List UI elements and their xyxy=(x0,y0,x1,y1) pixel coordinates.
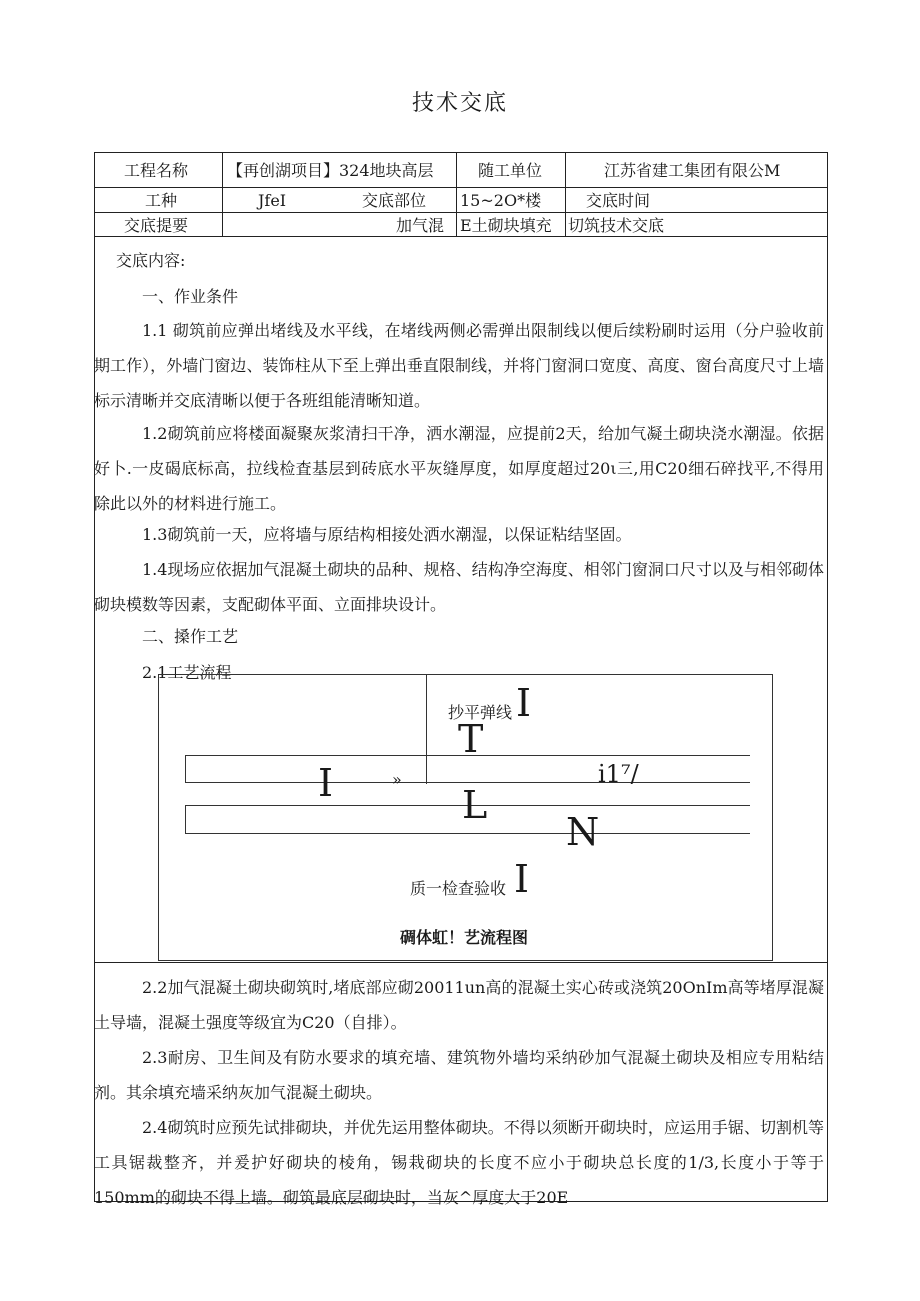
project-name-label: 工程名称 xyxy=(124,161,189,180)
flowchart-divider-top xyxy=(426,674,427,784)
project-name-value: 【再创湖项目】324地块高层 xyxy=(227,161,434,180)
construction-unit-value: 江苏省建工集团有限公M xyxy=(604,161,781,180)
table-col-rule-3 xyxy=(565,152,566,236)
flow-glyph-row2-left: I xyxy=(318,761,334,805)
briefing-summary-label: 交底提要 xyxy=(124,216,189,235)
table-rule-3 xyxy=(94,236,828,237)
flowchart-caption: 碉体虹！艺流程图 xyxy=(400,928,529,947)
paragraph-1-3 xyxy=(94,517,828,552)
content-intro: 交底内容: xyxy=(116,251,186,270)
paragraph-1-2-text: 1.2砌筑前应将楼面凝聚灰浆清扫干净，洒水潮湿，应提前2天，给加气凝土砌块浇水潮湿。依据好卜.一皮碣底标高，拉线检査基层到砖底水平灰缝厚度，如厚度超过20ι三,用C20细石碎找平,不得用除此以外的材料进行施工。 xyxy=(94,424,824,513)
flow-glyph-t: T xyxy=(458,717,484,761)
briefing-location-label: 交底部位 xyxy=(362,191,427,210)
trade-value: JfeI xyxy=(258,191,287,210)
briefing-time-label: 交底时间 xyxy=(586,191,651,210)
flow-glyph-l: L xyxy=(462,783,488,827)
flowchart-side-rule-2 xyxy=(185,805,186,833)
table-col-rule-1 xyxy=(222,152,223,236)
table-rule-4 xyxy=(94,962,828,963)
flowchart-row-rule-4 xyxy=(185,833,750,834)
paragraph-1-1-text: 1.1 砌筑前应弹出堵线及水平线，在堵线两侧必需弹出限制线以便后续粉刷时运用（分户验收前期工作），外墙门窗边、装饰柱从下至上弹出垂直限制线，并将门窗洞口宽度、高度、窗台高度尺寸上墙标示清晰并交底清晰以便于各班组能清晰知道。 xyxy=(94,321,824,410)
paragraph-2-3-text: 2.3耐房、卫生间及有防水要求的填充墙、建筑物外墙均采纳砂加气混凝土砌块及相应专用粘结剂。其余填充墙采纳灰加气混凝土砌块。 xyxy=(94,1048,824,1102)
trade-label: 工种 xyxy=(145,191,178,210)
paragraph-2-4 xyxy=(94,1110,828,1215)
flow-step-inspection: 质一检查验收 xyxy=(410,879,507,898)
briefing-summary-part3: 切筑技术交底 xyxy=(568,216,665,235)
paragraph-1-4-text: 1.4现场应依据加气混凝土砌块的品种、规格、结构净空海度、相邻门窗洞口尺寸以及与相邻砌体砌块模数等因素，支配砌体平面、立面排块设计。 xyxy=(94,560,824,614)
section1-title: 一、作业条件 xyxy=(142,287,239,306)
paragraph-2-4-text: 2.4砌筑时应预先试排砌块，并优先运用整体砌块。不得以须断开砌块时，应运用手锯、切割机等工具锯裁整齐，并爰护好砌块的棱角，锡栽砌块的长度不应小于砌块总长度的1/3,长度小于等于150mm的砌块不得上墙。砌筑最底层砌块时，当灰^厚度大于20E xyxy=(94,1118,824,1207)
briefing-summary-part1: 加气混 xyxy=(396,216,445,235)
paragraph-1-4 xyxy=(94,552,828,622)
table-rule-1 xyxy=(94,187,828,188)
flow-step-leveling: 抄平弹线 xyxy=(448,703,513,722)
flow-glyph-top: I xyxy=(516,681,532,725)
flow-glyph-n: N xyxy=(566,810,600,854)
paragraph-1-2 xyxy=(94,416,828,521)
flow-row2-right: i1⁷/ xyxy=(598,760,639,788)
subsection-2-1-title: 2.1工艺流程 xyxy=(142,663,232,682)
paragraph-2-3 xyxy=(94,1040,828,1110)
table-rule-2 xyxy=(94,212,828,213)
flow-row2-mid: » xyxy=(392,770,402,789)
briefing-location-value: 15~2O*楼 xyxy=(460,191,542,210)
section2-title: 二、搡作工艺 xyxy=(142,627,239,646)
paragraph-1-3-text: 1.3砌筑前一天，应将墙与原结构相接处洒水潮湿，以保证粘结坚固。 xyxy=(142,525,632,544)
flow-glyph-bottom: I xyxy=(514,857,530,901)
paragraph-2-2-text: 2.2加气混凝土砌块砌筑时,堵底部应砌20011un高的混凝土实心砖或浇筑20OnIm高等堵厚混凝土导墙，混凝土强度等级宜为C20（自排）。 xyxy=(94,978,824,1032)
briefing-summary-part2: E土砌块填充 xyxy=(460,216,552,235)
document-title: 技术交底 xyxy=(411,91,508,116)
construction-unit-label: 随工单位 xyxy=(478,161,543,180)
flowchart-side-rule-1 xyxy=(185,755,186,782)
table-col-rule-2 xyxy=(456,152,457,236)
paragraph-2-2 xyxy=(94,970,828,1040)
paragraph-1-1 xyxy=(94,313,828,418)
